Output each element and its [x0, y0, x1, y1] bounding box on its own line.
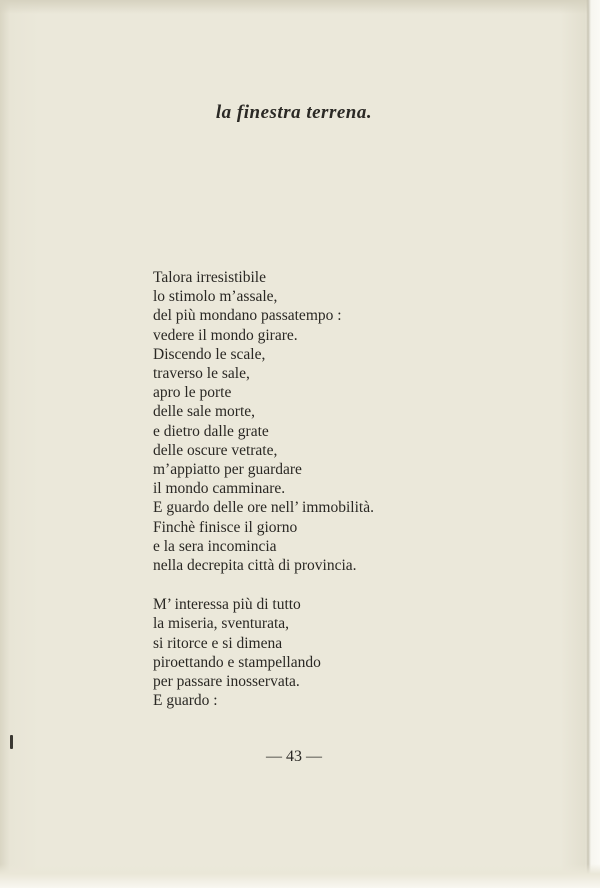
verse-line: M’ interessa più di tutto	[153, 596, 301, 614]
stanza	[153, 595, 553, 710]
verse-line: piroettando e stampellando	[153, 653, 321, 671]
verse-line: il mondo camminare.	[153, 480, 286, 498]
verse-line: vedere il mondo girare.	[153, 326, 298, 344]
verse-line: Discendo le scale,	[153, 345, 266, 363]
page-number: — 43 —	[266, 748, 322, 765]
binding-mark	[10, 735, 13, 749]
poem-title: la finestra terrena.	[215, 102, 373, 123]
verse-line: m’appiatto per guardare	[153, 461, 302, 479]
verse-line: e dietro dalle grate	[153, 422, 269, 440]
verse-line: delle sale morte,	[153, 403, 255, 421]
poem-body	[153, 268, 553, 730]
verse-line: traverso le sale,	[153, 365, 250, 383]
page-right-edge	[586, 0, 600, 888]
verse-line: per passare inosservata.	[153, 673, 300, 691]
verse-line: la miseria, sventurata,	[153, 615, 290, 633]
verse-line: apro le porte	[153, 384, 232, 402]
stanza	[153, 268, 553, 575]
verse-line: nella decrepita città di provincia.	[153, 557, 357, 575]
verse-line: delle oscure vetrate,	[153, 441, 278, 459]
verse-line: e la sera incomincia	[153, 537, 277, 555]
page-bottom-shadow	[0, 864, 600, 888]
page-top-shadow	[0, 0, 600, 14]
verse-line: E guardo delle ore nell’ immobilità.	[153, 499, 374, 517]
verse-line: lo stimolo m’assale,	[153, 288, 278, 306]
verse-line: del più mondano passatempo :	[153, 307, 342, 325]
verse-line: E guardo :	[153, 692, 218, 710]
verse-line: Talora irresistibile	[153, 269, 266, 286]
verse-line: Finchè finisce il giorno	[153, 518, 298, 536]
verse-line: si ritorce e si dimena	[153, 634, 283, 652]
